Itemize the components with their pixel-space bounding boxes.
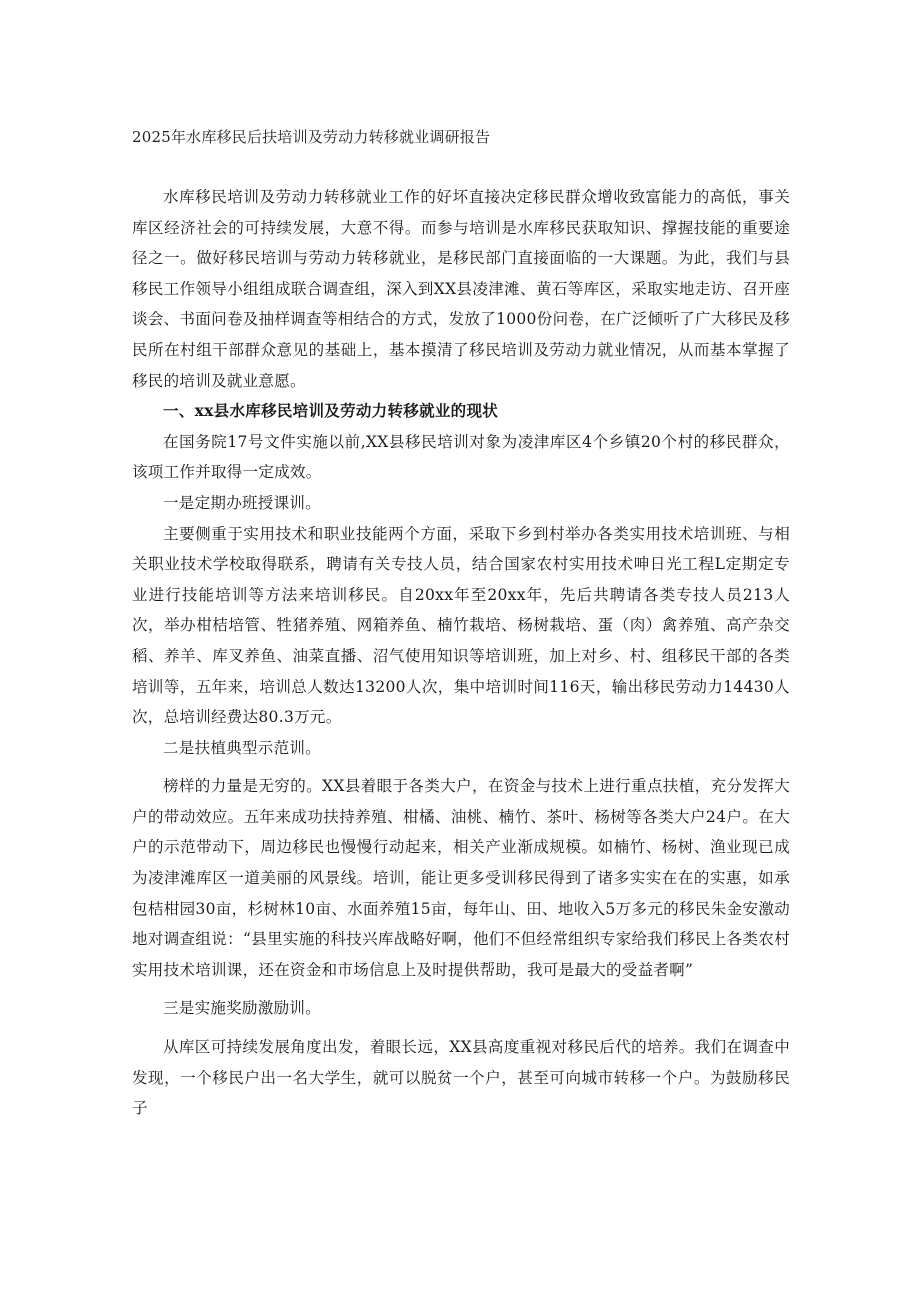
item-1-paragraph: 主要侧重于实用技术和职业技能两个方面，采取下乡到村举办各类实用技术培训班、与相关职业技术学校取得联系，聘请有关专技人员，结合国家农村实用技术呻日光工程L定期定专业进行技能培训等方法来培训移民。自20xx年至20xx年，先后共聘请各类专技人员213人次，举办柑桔培管、牲猪养殖、网箱养鱼、楠竹栽培、杨树栽培、蛋（肉）禽养殖、高产杂交稻、养羊、库叉养鱼、油菜直播、沼气使用知识等培训班，加上对乡、村、组移民干部的各类培训等，五年来，培训总人数达13200人次，集中培训时间116天，输出移民劳动力14430人次，总培训经费达80.3万元。 — [132, 524, 790, 727]
item-2-title: 二是扶植典型示范训。 — [163, 738, 322, 757]
item-1-title: 一是定期办班授课训。 — [163, 493, 322, 512]
section-heading-status: 一、xx县水库移民培训及劳动力转移就业的现状 — [163, 401, 499, 421]
document-body — [132, 182, 790, 1124]
intro-paragraph: 水库移民培训及劳动力转移就业工作的好坏直接决定移民群众增收致富能力的高低，事关库区经济社会的可持续发展，大意不得。而参与培训是水库移民获取知识、撑握技能的重要途径之一。做好移民培训与劳动力转移就业，是移民部门直接面临的一大课题。为此，我们与县移民工作领导小组组成联合调查组，深入到XX县凌津滩、黄石等库区，采取实地走访、召开座谈会、书面问卷及抽样调查等相结合的方式，发放了1000份问卷，在广泛倾听了广大移民及移民所在村组干部群众意见的基础上，基本摸清了移民培训及劳动力就业情况，从而基本掌握了移民的培训及就业意愿。 — [132, 188, 790, 390]
item-2-paragraph: 榜样的力量是无穷的。XX县着眼于各类大户，在资金与技术上进行重点扶植，充分发挥大户的带动效应。五年来成功扶持养殖、柑橘、油桃、楠竹、茶叶、杨树等各类大户24户。在大户的示范带动下，周边移民也慢慢行动起来，相关产业渐成规模。如楠竹、杨树、渔业现已成为凌津滩库区一道美丽的风景线。培训，能让更多受训移民得到了诸多实实在在的实惠，如承包桔柑园30亩，杉树林10亩、水面养殖15亩，每年山、田、地收入5万多元的移民朱金安激动地对调查组说：“县里实施的科技兴库战略好啊，他们不但经常组织专家给我们移民上各类农村实用技术培训课，还在资金和市场信息上及时提供帮助，我可是最大的受益者啊” — [132, 777, 790, 979]
document-title: 2025年水库移民后扶培训及劳动力转移就业调研报告 — [132, 128, 491, 146]
status-paragraph: 在国务院17号文件实施以前,XX县移民培训对象为凌津库区4个乡镇20个村的移民群众，该项工作并取得一定成效。 — [132, 432, 790, 482]
item-3-paragraph: 从库区可持续发展角度出发，着眼长远，XX县高度重视对移民后代的培养。我们在调查中发现，一个移民户出一名大学生，就可以脱贫一个户，甚至可向城市转移一个户。为鼓励移民子 — [132, 1038, 790, 1118]
item-3-title: 三是实施奖励激励训。 — [163, 999, 322, 1018]
